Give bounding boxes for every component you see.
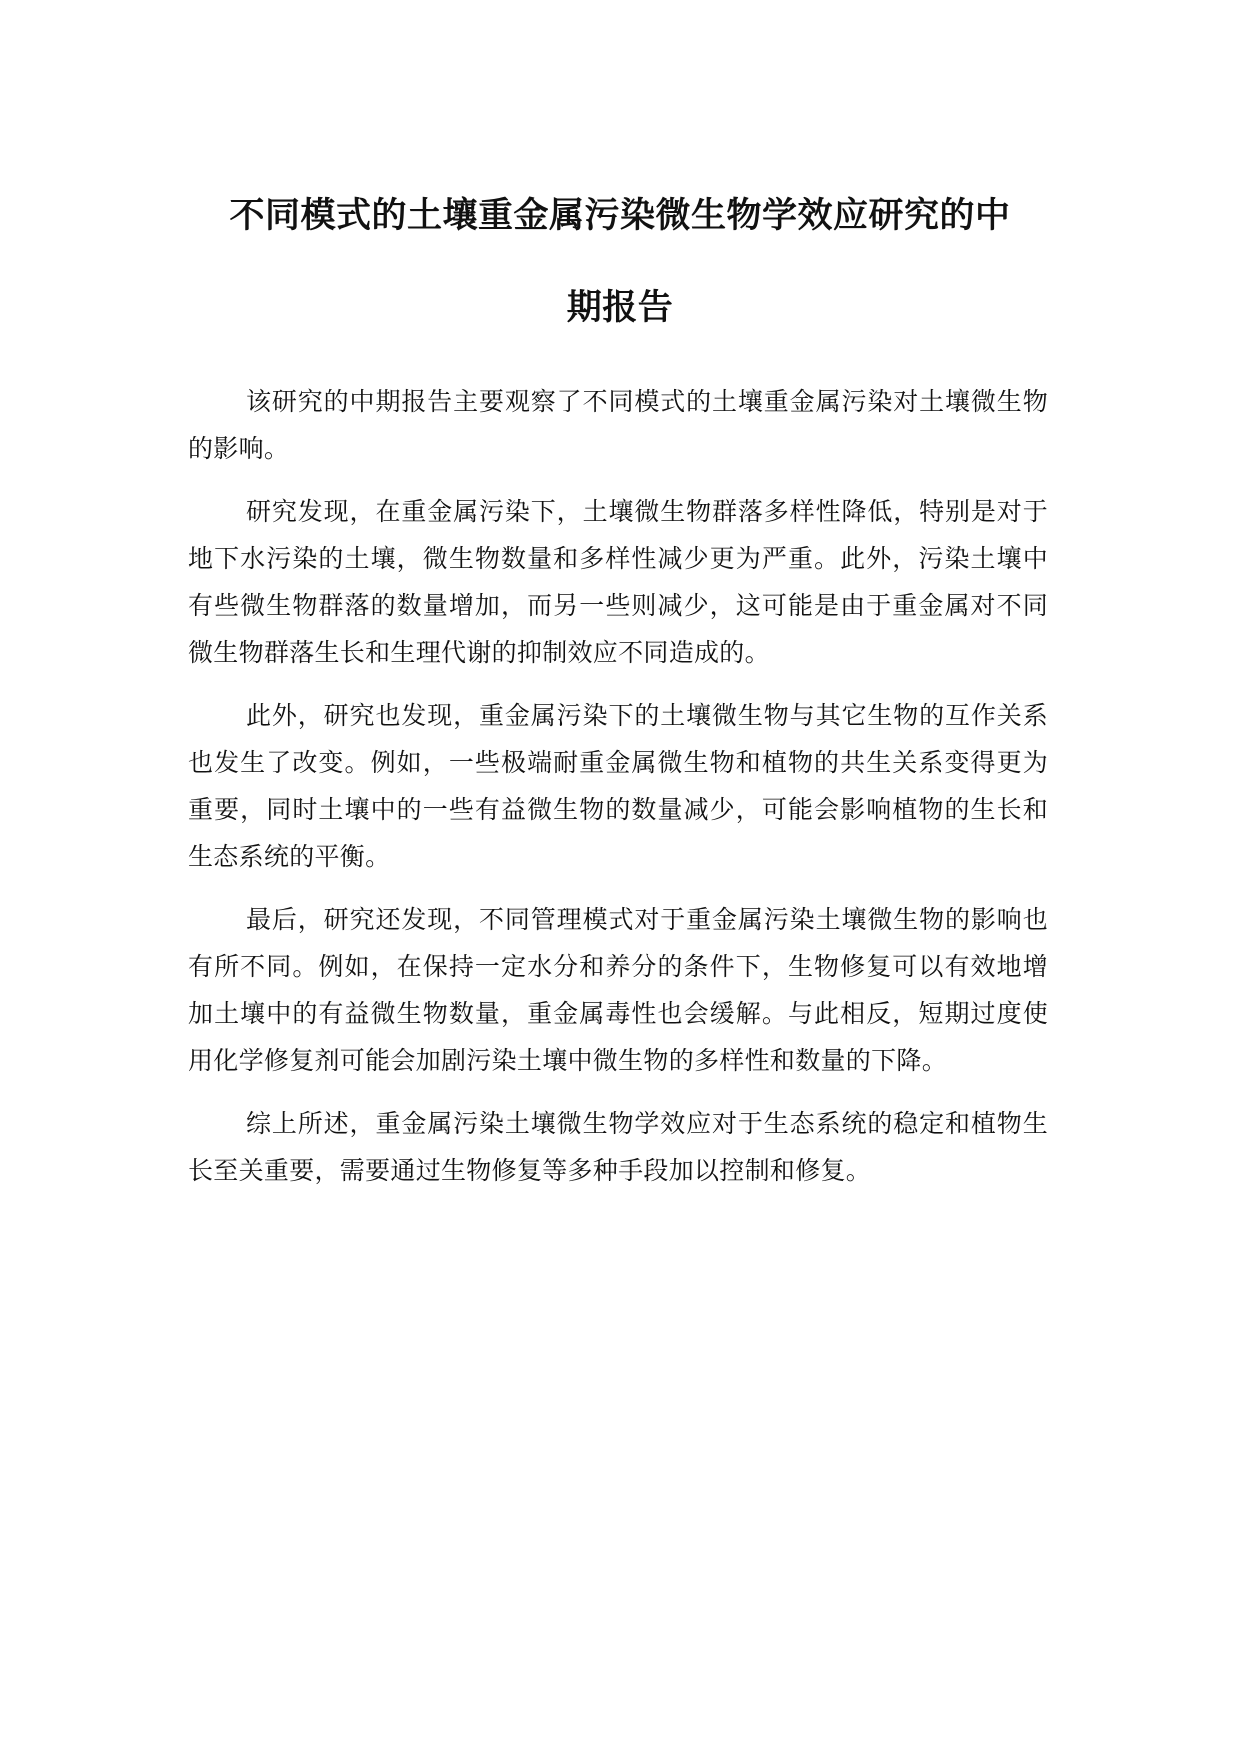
title-line-1: 不同模式的土壤重金属污染微生物学效应研究的中 bbox=[229, 196, 1011, 236]
paragraph-conclusion: 综上所述，重金属污染土壤微生物学效应对于生态系统的稳定和植物生长至关重要，需要通过生物修复等多种手段加以控制和修复。 bbox=[188, 1109, 1048, 1185]
paragraph-findings: 研究发现，在重金属污染下，土壤微生物群落多样性降低，特别是对于地下水污染的土壤，微生物数量和多样性减少更为严重。此外，污染土壤中有些微生物群落的数量增加，而另一些则减少，这可能是由于重金属对不同微生物群落生长和生理代谢的抑制效应不同造成的。 bbox=[188, 497, 1048, 667]
title-line-2: 期报告 bbox=[566, 288, 674, 328]
paragraph-intro: 该研究的中期报告主要观察了不同模式的土壤重金属污染对土壤微生物的影响。 bbox=[188, 387, 1048, 463]
paragraph-interactions: 此外，研究也发现，重金属污染下的土壤微生物与其它生物的互作关系也发生了改变。例如，一些极端耐重金属微生物和植物的共生关系变得更为重要，同时土壤中的一些有益微生物的数量减少，可能会影响植物的生长和生态系统的平衡。 bbox=[188, 701, 1048, 871]
document-title bbox=[190, 170, 1050, 354]
document-body bbox=[188, 378, 1048, 1210]
paragraph-management: 最后，研究还发现，不同管理模式对于重金属污染土壤微生物的影响也有所不同。例如，在保持一定水分和养分的条件下，生物修复可以有效地增加土壤中的有益微生物数量，重金属毒性也会缓解。与此相反，短期过度使用化学修复剂可能会加剧污染土壤中微生物的多样性和数量的下降。 bbox=[188, 905, 1048, 1075]
